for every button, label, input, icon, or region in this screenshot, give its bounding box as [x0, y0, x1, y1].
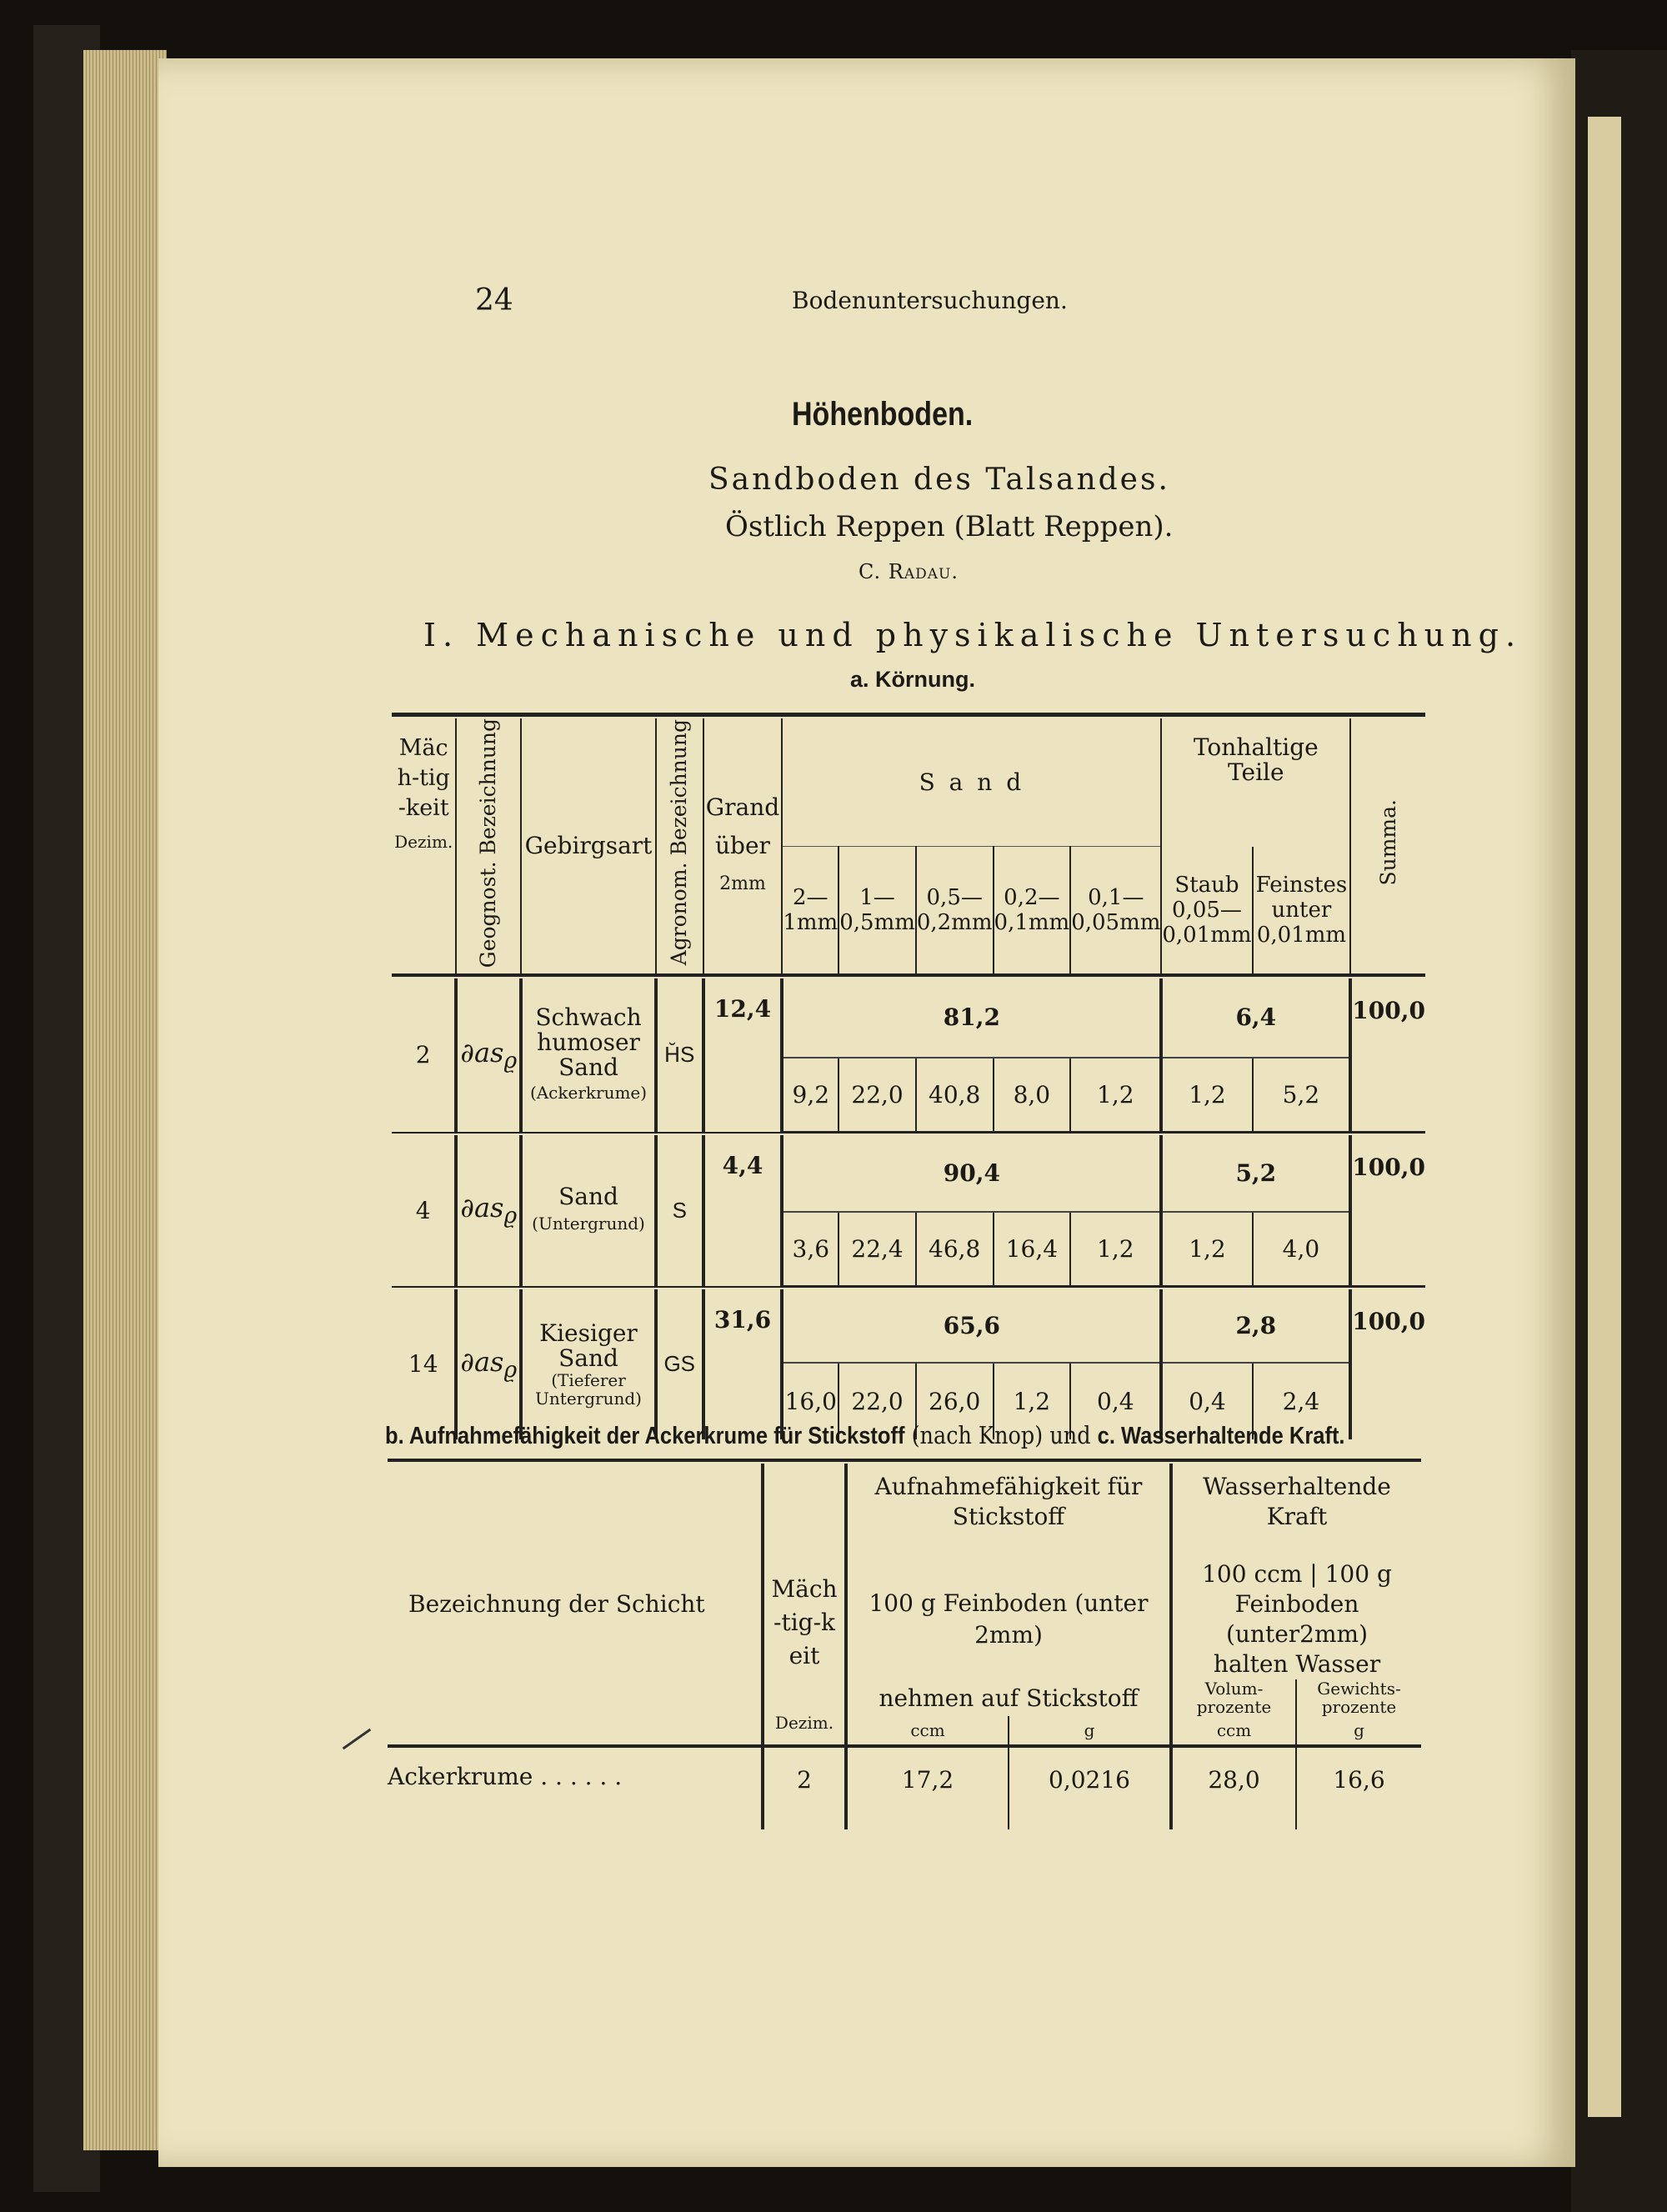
unit-g: g: [1009, 1716, 1171, 1746]
col-volum: Volum-prozente: [1171, 1679, 1296, 1716]
feinstes-value: 4,0: [1253, 1212, 1351, 1287]
grand-cell: 12,4: [703, 978, 783, 1133]
section-heading-b: b. Aufnahmefähigkeit der Ackerkrume für Stickstoff (nach Knop) und c. Wasserhaltende Kraft.: [385, 1421, 1345, 1449]
ton-total-cell: 5,2: [1161, 1135, 1350, 1212]
sand-value: 16,0: [782, 1363, 839, 1439]
sand-col-2: 1— 0,5mm: [839, 847, 916, 975]
schicht-cell: Ackerkrume . . . . . .: [388, 1763, 623, 1790]
sand-value: 0,4: [1070, 1363, 1161, 1439]
koernung-table: [392, 713, 1425, 1439]
agronom-cell: H̆S: [656, 978, 703, 1133]
ton-total-cell: 6,4: [1161, 978, 1350, 1058]
geo-symbol-cell: $\partial as_ϱ$: [456, 978, 521, 1133]
depth-cell: 2: [415, 1041, 431, 1069]
geo-symbol-cell: $\partial as_ϱ$: [456, 1289, 521, 1439]
aufnahme-desc: 100 g Feinboden (unter 2mm): [846, 1559, 1171, 1679]
col-agronom: Agronom. Bezeichnung: [656, 718, 703, 975]
summa-cell: 100,0: [1350, 1289, 1425, 1439]
depth-cell: 2: [763, 1746, 846, 1829]
col-aufnahme: Aufnahmefähigkeit für Stickstoff: [846, 1464, 1171, 1559]
sand-total-cell: 65,6: [782, 1289, 1161, 1363]
running-title: Bodenuntersuchungen.: [792, 287, 1068, 314]
gebirgsart-cell: Kiesiger Sand (Tieferer Untergrund): [521, 1289, 656, 1439]
sand-value: 8,0: [994, 1058, 1071, 1133]
subtitle: Sandboden des Talsandes.: [708, 463, 1170, 497]
next-page-edge: [1588, 117, 1621, 2117]
col-summa: Summa.: [1350, 718, 1425, 975]
grand-cell: 4,4: [703, 1135, 783, 1287]
sand-total-cell: 90,4: [782, 1135, 1161, 1212]
table-row: [392, 1135, 1425, 1212]
section-heading-1: I. Mechanische und physikalische Untersuchung.: [423, 617, 1523, 653]
unit-volum: ccm: [1171, 1716, 1296, 1746]
col-grand: Grand über 2mm: [703, 718, 783, 975]
col-gebirgsart: Gebirgsart: [521, 718, 656, 975]
location: Östlich Reppen (Blatt Reppen).: [725, 510, 1174, 543]
sand-value: 26,0: [916, 1363, 994, 1439]
ton-total-cell: 2,8: [1161, 1289, 1350, 1363]
volum-cell: 28,0: [1171, 1746, 1296, 1829]
sand-col-4: 0,2— 0,1mm: [994, 847, 1071, 975]
sand-value: 46,8: [916, 1212, 994, 1287]
ccm-cell: 17,2: [846, 1746, 1009, 1829]
sand-value: 22,0: [839, 1363, 916, 1439]
col-maechtigkeit: Mäch-tig-keit Dezim.: [392, 718, 456, 975]
col-sand: S a n d: [782, 718, 1161, 847]
sand-col-3: 0,5— 0,2mm: [916, 847, 994, 975]
summa-cell: 100,0: [1350, 1135, 1425, 1287]
sand-total-cell: 81,2: [782, 978, 1161, 1058]
col-maechtigkeit-b: Mäch-tig-keit Dezim.: [763, 1464, 846, 1746]
sand-value: 40,8: [916, 1058, 994, 1133]
col-ton: Tonhaltige Teile: [1161, 718, 1350, 847]
agronom-cell: S: [656, 1135, 703, 1287]
depth-cell: 14: [408, 1350, 438, 1379]
sand-value: 22,4: [839, 1212, 916, 1287]
geo-symbol-cell: $\partial as_ϱ$: [456, 1135, 521, 1287]
feinstes-value: 5,2: [1253, 1058, 1351, 1133]
table-row: [392, 1289, 1425, 1363]
section-heading-1a: a. Körnung.: [850, 667, 975, 692]
gewicht-cell: 16,6: [1296, 1746, 1421, 1829]
sand-col-1: 2— 1mm: [782, 847, 839, 975]
aufnahme-table: [388, 1459, 1421, 1829]
summa-cell: 100,0: [1350, 978, 1425, 1133]
table-row: [392, 978, 1425, 1058]
gebirgsart-cell: Schwach humoser Sand (Ackerkrume): [521, 978, 656, 1133]
col-geognost: Geognost. Bezeichnung: [456, 718, 521, 975]
sand-value: 9,2: [782, 1058, 839, 1133]
sand-value: 3,6: [782, 1212, 839, 1287]
staub-value: 1,2: [1161, 1212, 1252, 1287]
feinstes-value: 2,4: [1253, 1363, 1351, 1439]
sand-value: 1,2: [1070, 1058, 1161, 1133]
sand-value: 1,2: [1070, 1212, 1161, 1287]
gebirgsart-cell: Sand (Untergrund): [521, 1135, 656, 1287]
unit-gewicht: g: [1296, 1716, 1421, 1746]
agronom-cell: GS: [656, 1289, 703, 1439]
col-schicht: Bezeichnung der Schicht: [388, 1464, 763, 1746]
sand-col-5: 0,1— 0,05mm: [1070, 847, 1161, 975]
staub-value: 0,4: [1161, 1363, 1252, 1439]
page-number: 24: [475, 283, 513, 318]
sand-value: 16,4: [994, 1212, 1071, 1287]
col-gewicht: Gewichts-prozente: [1296, 1679, 1421, 1716]
table-row: [388, 1746, 1421, 1829]
aufnahme-desc-2: nehmen auf Stickstoff: [846, 1679, 1171, 1716]
sand-value: 22,0: [839, 1058, 916, 1133]
unit-ccm: ccm: [846, 1716, 1009, 1746]
col-staub: Staub 0,05— 0,01mm: [1161, 847, 1252, 975]
sand-value: 1,2: [994, 1363, 1071, 1439]
grand-cell: 31,6: [703, 1289, 783, 1439]
wasser-desc: 100 ccm | 100 g Feinboden (unter2mm) halten Wasser: [1171, 1559, 1421, 1679]
page-title: Höhenboden.: [792, 396, 974, 433]
depth-cell: 4: [415, 1196, 431, 1224]
staub-value: 1,2: [1161, 1058, 1252, 1133]
g-cell: 0,0216: [1009, 1746, 1171, 1829]
col-wasser: Wasserhaltende Kraft: [1171, 1464, 1421, 1559]
author: C. Radau.: [859, 560, 959, 583]
page-edges: [83, 50, 167, 2150]
col-feinstes: Feinstes unter 0,01mm: [1253, 847, 1351, 975]
